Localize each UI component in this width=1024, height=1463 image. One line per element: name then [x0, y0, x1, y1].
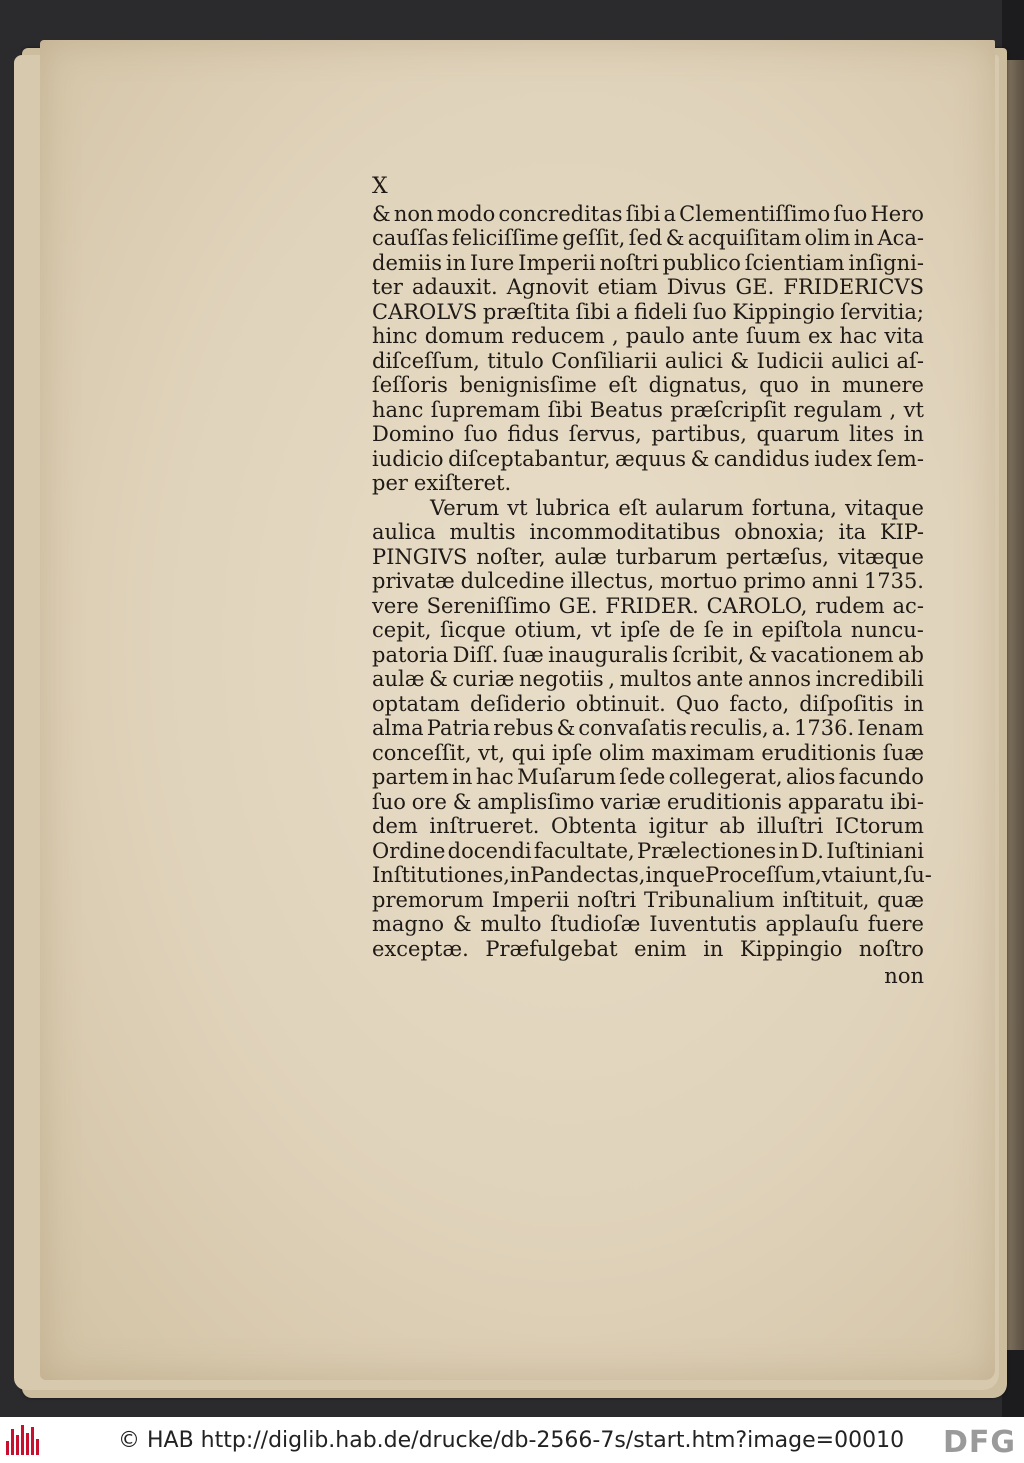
- text-line: & non modo concreditas ſibi a Clementiſſimo ſuo Hero: [372, 201, 924, 226]
- text-line: CAROLVS præſtita ſibi a fideli ſuo Kippingio ſervitia;: [372, 299, 924, 324]
- text-line: iudicio diſceptabantur, æquus & candidus iudex ſem-: [372, 446, 924, 471]
- text-line: exceptæ. Præfulgebat enim in Kippingio noſtro: [372, 936, 924, 961]
- text-line: optatam deſiderio obtinuit. Quo facto, diſpoſitis in: [372, 691, 924, 716]
- text-line: magno & multo ſtudioſæ Iuventutis applauſu fuere: [372, 912, 924, 936]
- text-line: demiis in Iure Imperii noſtri publico ſcientiam inſigni-: [372, 250, 924, 275]
- text-line: aulica multis incommoditatibus obnoxia; ita KIP-: [372, 520, 924, 544]
- text-line: privatæ dulcedine illectus, mortuo primo anni 1735.: [372, 569, 924, 593]
- text-line: vere Sereniſſimo GE. FRIDER. CAROLO, rudem ac-: [372, 593, 924, 618]
- text-line: hinc domum reducem , paulo ante ſuum ex hac vita: [372, 324, 924, 348]
- text-line: Ordine docendi facultate, Prælectiones in D. Iuſtiniani: [372, 838, 924, 863]
- text-line: diſceſſum, titulo Conſiliarii aulici & Iudicii aulici aſ-: [372, 348, 924, 373]
- page-number: X: [372, 174, 389, 199]
- text-lines: [372, 201, 932, 962]
- text-line: conceſſit, vt, qui ipſe olim maximam eruditionis ſuæ: [372, 740, 924, 765]
- footer-bar: [0, 1417, 1024, 1463]
- text-line: aulæ & curiæ negotiis , multos ante annos incredibili: [372, 667, 924, 691]
- page-text: [372, 174, 932, 989]
- text-line: Verum vt lubrica eſt aularum fortuna, vitaque: [430, 495, 924, 520]
- text-line: ſeſſoris benignisſime eſt dignatus, quo in munere: [372, 373, 924, 397]
- text-line: patoria Diſſ. ſuæ inauguralis ſcribit, & vacationem ab: [372, 642, 924, 667]
- text-line: PINGIVS noſter, aulæ turbarum pertæſus, vitæque: [372, 544, 924, 569]
- text-line: cepit, ſicque otium, vt ipſe de ſe in epiſtola nuncu-: [372, 618, 924, 642]
- dfg-logo: DFG: [942, 1425, 1016, 1460]
- text-line: Inſtitutiones, in Pandectas, inque Proceſſum, vt aiunt, ſu-: [372, 863, 932, 887]
- text-line: partem in hac Muſarum ſede collegerat, alios facundo: [372, 765, 924, 789]
- text-line: cauſſas feliciſſime geſſit, ſed & acquiſitam olim in Aca-: [372, 226, 924, 250]
- text-line: dem inſtrueret. Obtenta igitur ab illuſtri ICtorum: [372, 814, 924, 838]
- text-line: per exiſteret.: [372, 471, 512, 495]
- copyright-text: © HAB http://diglib.hab.de/drucke/db-2566-7s/start.htm?image=00010: [118, 1427, 905, 1453]
- text-line: hanc ſupremam ſibi Beatus præſcripſit regulam , vt: [372, 397, 924, 422]
- hab-logo-icon: [6, 1425, 40, 1455]
- text-line: alma Patria rebus & convaſatis reculis, a. 1736. Ienam: [372, 716, 924, 740]
- text-line: Domino ſuo fidus ſervus, partibus, quarum lites in: [372, 422, 924, 446]
- text-line: ter adauxit. Agnovit etiam Divus GE. FRIDERICVS: [372, 275, 924, 299]
- catchword-row: [372, 964, 924, 989]
- catchword: non: [884, 964, 924, 988]
- text-line: premorum Imperii noſtri Tribunalium inſtituit, quæ: [372, 887, 924, 912]
- text-line: ſuo ore & amplisſimo variæ eruditionis apparatu ibi-: [372, 789, 924, 814]
